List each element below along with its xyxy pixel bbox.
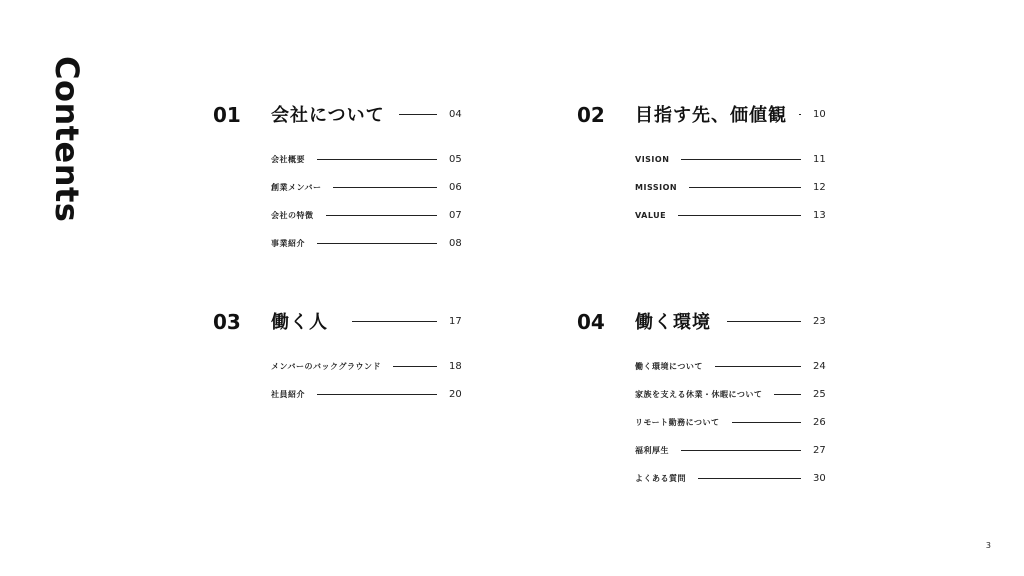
leader-line [689,187,801,188]
leader-line [681,159,801,160]
leader-line [678,215,801,216]
toc-item-label: VALUE [635,210,667,220]
toc-item-page: 24 [813,360,826,372]
toc-item-page: 12 [813,181,826,193]
leader-line [352,321,437,322]
toc-item[interactable] [271,236,463,250]
toc-item-page: 26 [813,416,826,428]
toc-item-page: 27 [813,444,826,456]
toc-item-label: 事業紹介 [271,238,305,248]
toc-item-label: MISSION [635,182,678,192]
section-title: 働く環境 [635,312,711,333]
toc-item-page: 30 [813,472,826,484]
section-heading[interactable] [577,308,827,334]
leader-line [317,394,437,395]
toc-item-page: 20 [449,388,462,400]
toc-item[interactable] [635,180,827,194]
contents-title-text: Contents [48,56,86,223]
leader-line [681,450,801,451]
section-heading[interactable] [213,101,463,127]
section-number: 03 [213,310,241,334]
section-number: 04 [577,310,605,334]
toc-item-page: 18 [449,360,462,372]
leader-line [799,114,801,115]
leader-line [774,394,801,395]
toc-item[interactable] [271,180,463,194]
leader-line [715,366,801,367]
toc-item[interactable] [271,208,463,222]
section-page-number: 04 [449,108,462,120]
leader-line [698,478,801,479]
section-number: 02 [577,103,605,127]
toc-item[interactable] [635,471,827,485]
leader-line [317,159,437,160]
toc-item-label: よくある質問 [635,473,686,483]
toc-item-page: 06 [449,181,462,193]
toc-item[interactable] [635,387,827,401]
toc-item-label: リモート勤務について [635,417,720,427]
toc-item[interactable] [271,387,463,401]
section-heading[interactable] [577,101,827,127]
toc-item-label: 会社概要 [271,154,305,164]
toc-item-page: 05 [449,153,462,165]
section-page-number: 10 [813,108,826,120]
section-number: 01 [213,103,241,127]
toc-item-page: 25 [813,388,826,400]
toc-item-label: 社員紹介 [271,389,305,399]
section-title: 目指す先、価値観 [635,105,787,126]
toc-item-label: 働く環境について [635,361,703,371]
section-title: 会社について [271,105,385,126]
toc-item-label: メンバーのバックグラウンド [271,361,381,371]
toc-item-label: VISION [635,154,670,164]
leader-line [317,243,437,244]
toc-item[interactable] [635,208,827,222]
toc-item[interactable] [635,359,827,373]
leader-line [333,187,437,188]
toc-item[interactable] [271,152,463,166]
toc-item-label: 家族を支える休業・休暇について [635,389,763,399]
toc-item-page: 13 [813,209,826,221]
leader-line [326,215,438,216]
section-heading[interactable] [213,308,463,334]
toc-item-label: 福利厚生 [635,445,669,455]
section-page-number: 23 [813,315,826,327]
toc-item[interactable] [635,443,827,457]
toc-item[interactable] [271,359,463,373]
section-page-number: 17 [449,315,462,327]
toc-item-page: 11 [813,153,826,165]
toc-item-label: 創業メンバー [271,182,322,192]
toc-item[interactable] [635,415,827,429]
leader-line [732,422,801,423]
leader-line [393,366,437,367]
contents-title [48,56,90,223]
toc-item-page: 07 [449,209,462,221]
toc-item-label: 会社の特徴 [271,210,314,220]
leader-line [727,321,801,322]
section-title: 働く人 [271,312,328,333]
leader-line [399,114,437,115]
slide-page-number: 3 [985,541,991,550]
toc-item-page: 08 [449,237,462,249]
toc-item[interactable] [635,152,827,166]
